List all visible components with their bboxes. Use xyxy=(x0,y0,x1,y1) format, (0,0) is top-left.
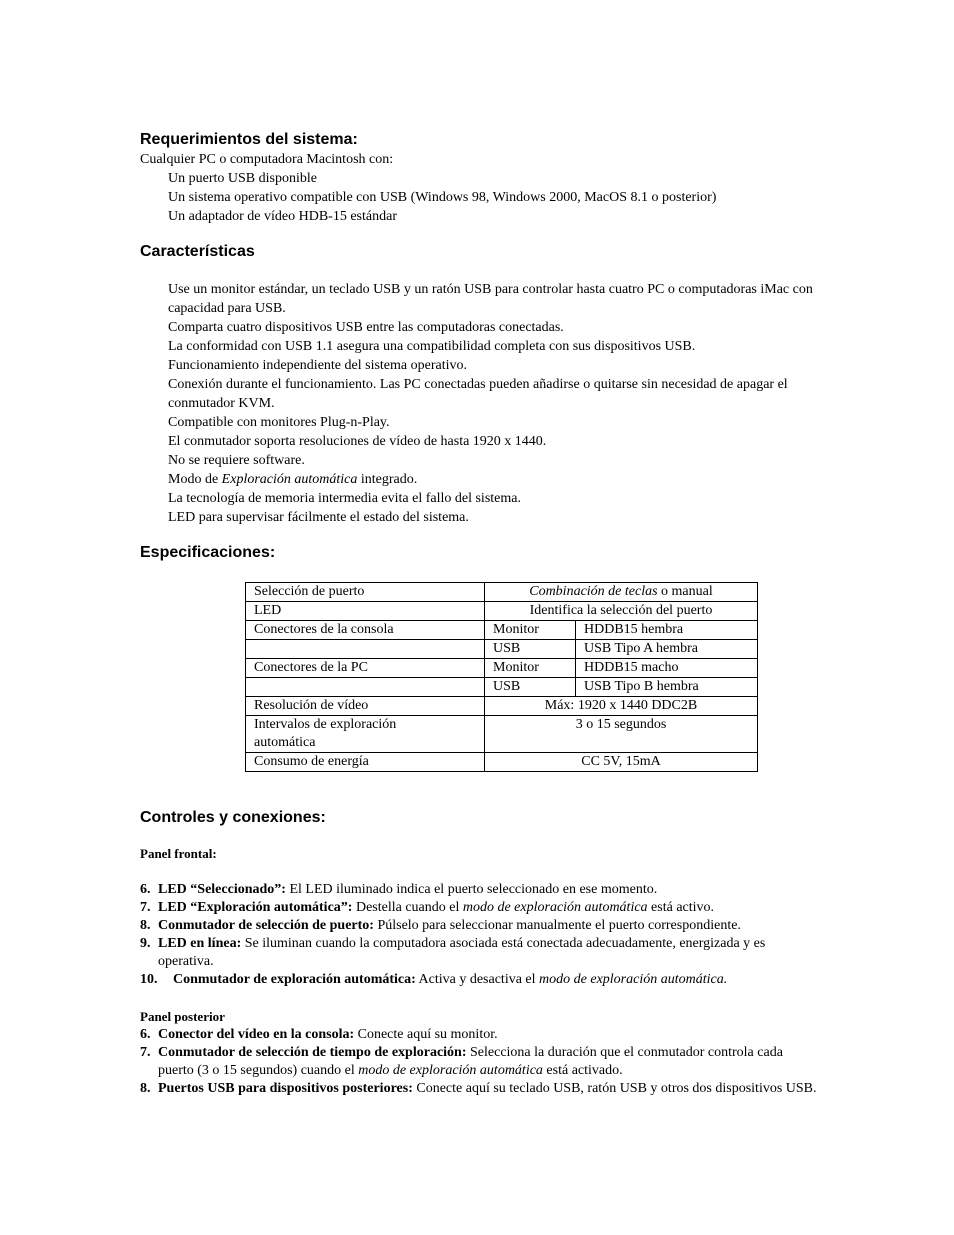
requirements-heading: Requerimientos del sistema: xyxy=(140,131,358,148)
list-item: 6. LED “Seleccionado”: El LED iluminado indica el puerto seleccionado en ese momento. xyxy=(140,882,658,897)
features-heading: Características xyxy=(140,243,255,260)
rear-panel-heading: Panel posterior xyxy=(140,1009,225,1024)
table-row: LED Identifica la selección del puerto xyxy=(246,602,758,621)
list-item: 6. Conector del vídeo en la consola: Conecte aquí su monitor. xyxy=(140,1027,498,1042)
list-item: LED para supervisar fácilmente el estado del sistema. xyxy=(168,510,469,525)
list-item: Modo de Exploración automática integrado. xyxy=(168,472,418,487)
table-row: Selección de puerto Combinación de teclas o manual xyxy=(246,583,758,602)
table-row: Conectores de la PC Monitor HDDB15 macho xyxy=(246,659,758,678)
list-item: 8. Conmutador de selección de puerto: Púlselo para seleccionar manualmente el puerto correspondiente. xyxy=(140,918,741,933)
list-item: Un sistema operativo compatible con USB (Windows 98, Windows 2000, MacOS 8.1 o posterior) xyxy=(168,190,717,205)
specs-heading: Especificaciones: xyxy=(140,544,276,561)
list-item: La tecnología de memoria intermedia evita el fallo del sistema. xyxy=(168,491,521,506)
specs-table xyxy=(245,582,758,772)
list-item: La conformidad con USB 1.1 asegura una compatibilidad completa con sus dispositivos USB. xyxy=(168,339,696,354)
rear-panel-list xyxy=(140,1026,820,1098)
list-item: No se requiere software. xyxy=(168,453,305,468)
requirements-list xyxy=(140,169,820,226)
list-item: Compatible con monitores Plug-n-Play. xyxy=(168,415,390,430)
list-item: El conmutador soporta resoluciones de vídeo de hasta 1920 x 1440. xyxy=(168,434,547,449)
list-item: 9. LED en línea: Se iluminan cuando la computadora asociada está conectada adecuadamente, energizada y es operativa. xyxy=(140,936,766,969)
list-item: Un adaptador de vídeo HDB-15 estándar xyxy=(168,209,397,224)
list-item: 10. Conmutador de exploración automática: Activa y desactiva el modo de exploración automática. xyxy=(140,972,728,987)
list-item: Un puerto USB disponible xyxy=(168,171,317,186)
list-item: 8. Puertos USB para dispositivos posteriores: Conecte aquí su teclado USB, ratón USB y otros dos dispositivos USB. xyxy=(140,1081,817,1096)
list-item: Comparta cuatro dispositivos USB entre las computadoras conectadas. xyxy=(168,320,564,335)
list-item: Use un monitor estándar, un teclado USB y un ratón USB para controlar hasta cuatro PC o computadoras iMac con capacidad para USB. xyxy=(168,282,813,316)
table-row: Conectores de la consola Monitor HDDB15 hembra xyxy=(246,621,758,640)
requirements-intro: Cualquier PC o computadora Macintosh con: xyxy=(140,152,394,167)
list-item: Conexión durante el funcionamiento. Las PC conectadas pueden añadirse o quitarse sin necesidad de apagar el conmutador KVM. xyxy=(168,377,788,411)
front-panel-list xyxy=(140,881,820,989)
table-row: Consumo de energía CC 5V, 15mA xyxy=(246,753,758,772)
list-item: 7. Conmutador de selección de tiempo de exploración: Selecciona la duración que el conmutador controla cada puerto (3 o 15 segundos) cuando el modo de exploración automática está activado. xyxy=(140,1045,783,1078)
table-row: USB USB Tipo B hembra xyxy=(246,678,758,697)
controls-heading: Controles y conexiones: xyxy=(140,809,326,826)
features-list xyxy=(140,280,820,527)
list-item: 7. LED “Exploración automática”: Destella cuando el modo de exploración automática está activo. xyxy=(140,900,715,915)
table-row: Intervalos de exploración automática 3 o 15 segundos xyxy=(246,716,758,753)
table-row: Resolución de vídeo Máx: 1920 x 1440 DDC2B xyxy=(246,697,758,716)
table-row: USB USB Tipo A hembra xyxy=(246,640,758,659)
front-panel-heading: Panel frontal: xyxy=(140,846,217,861)
document-page xyxy=(140,130,820,1098)
list-item: Funcionamiento independiente del sistema operativo. xyxy=(168,358,467,373)
